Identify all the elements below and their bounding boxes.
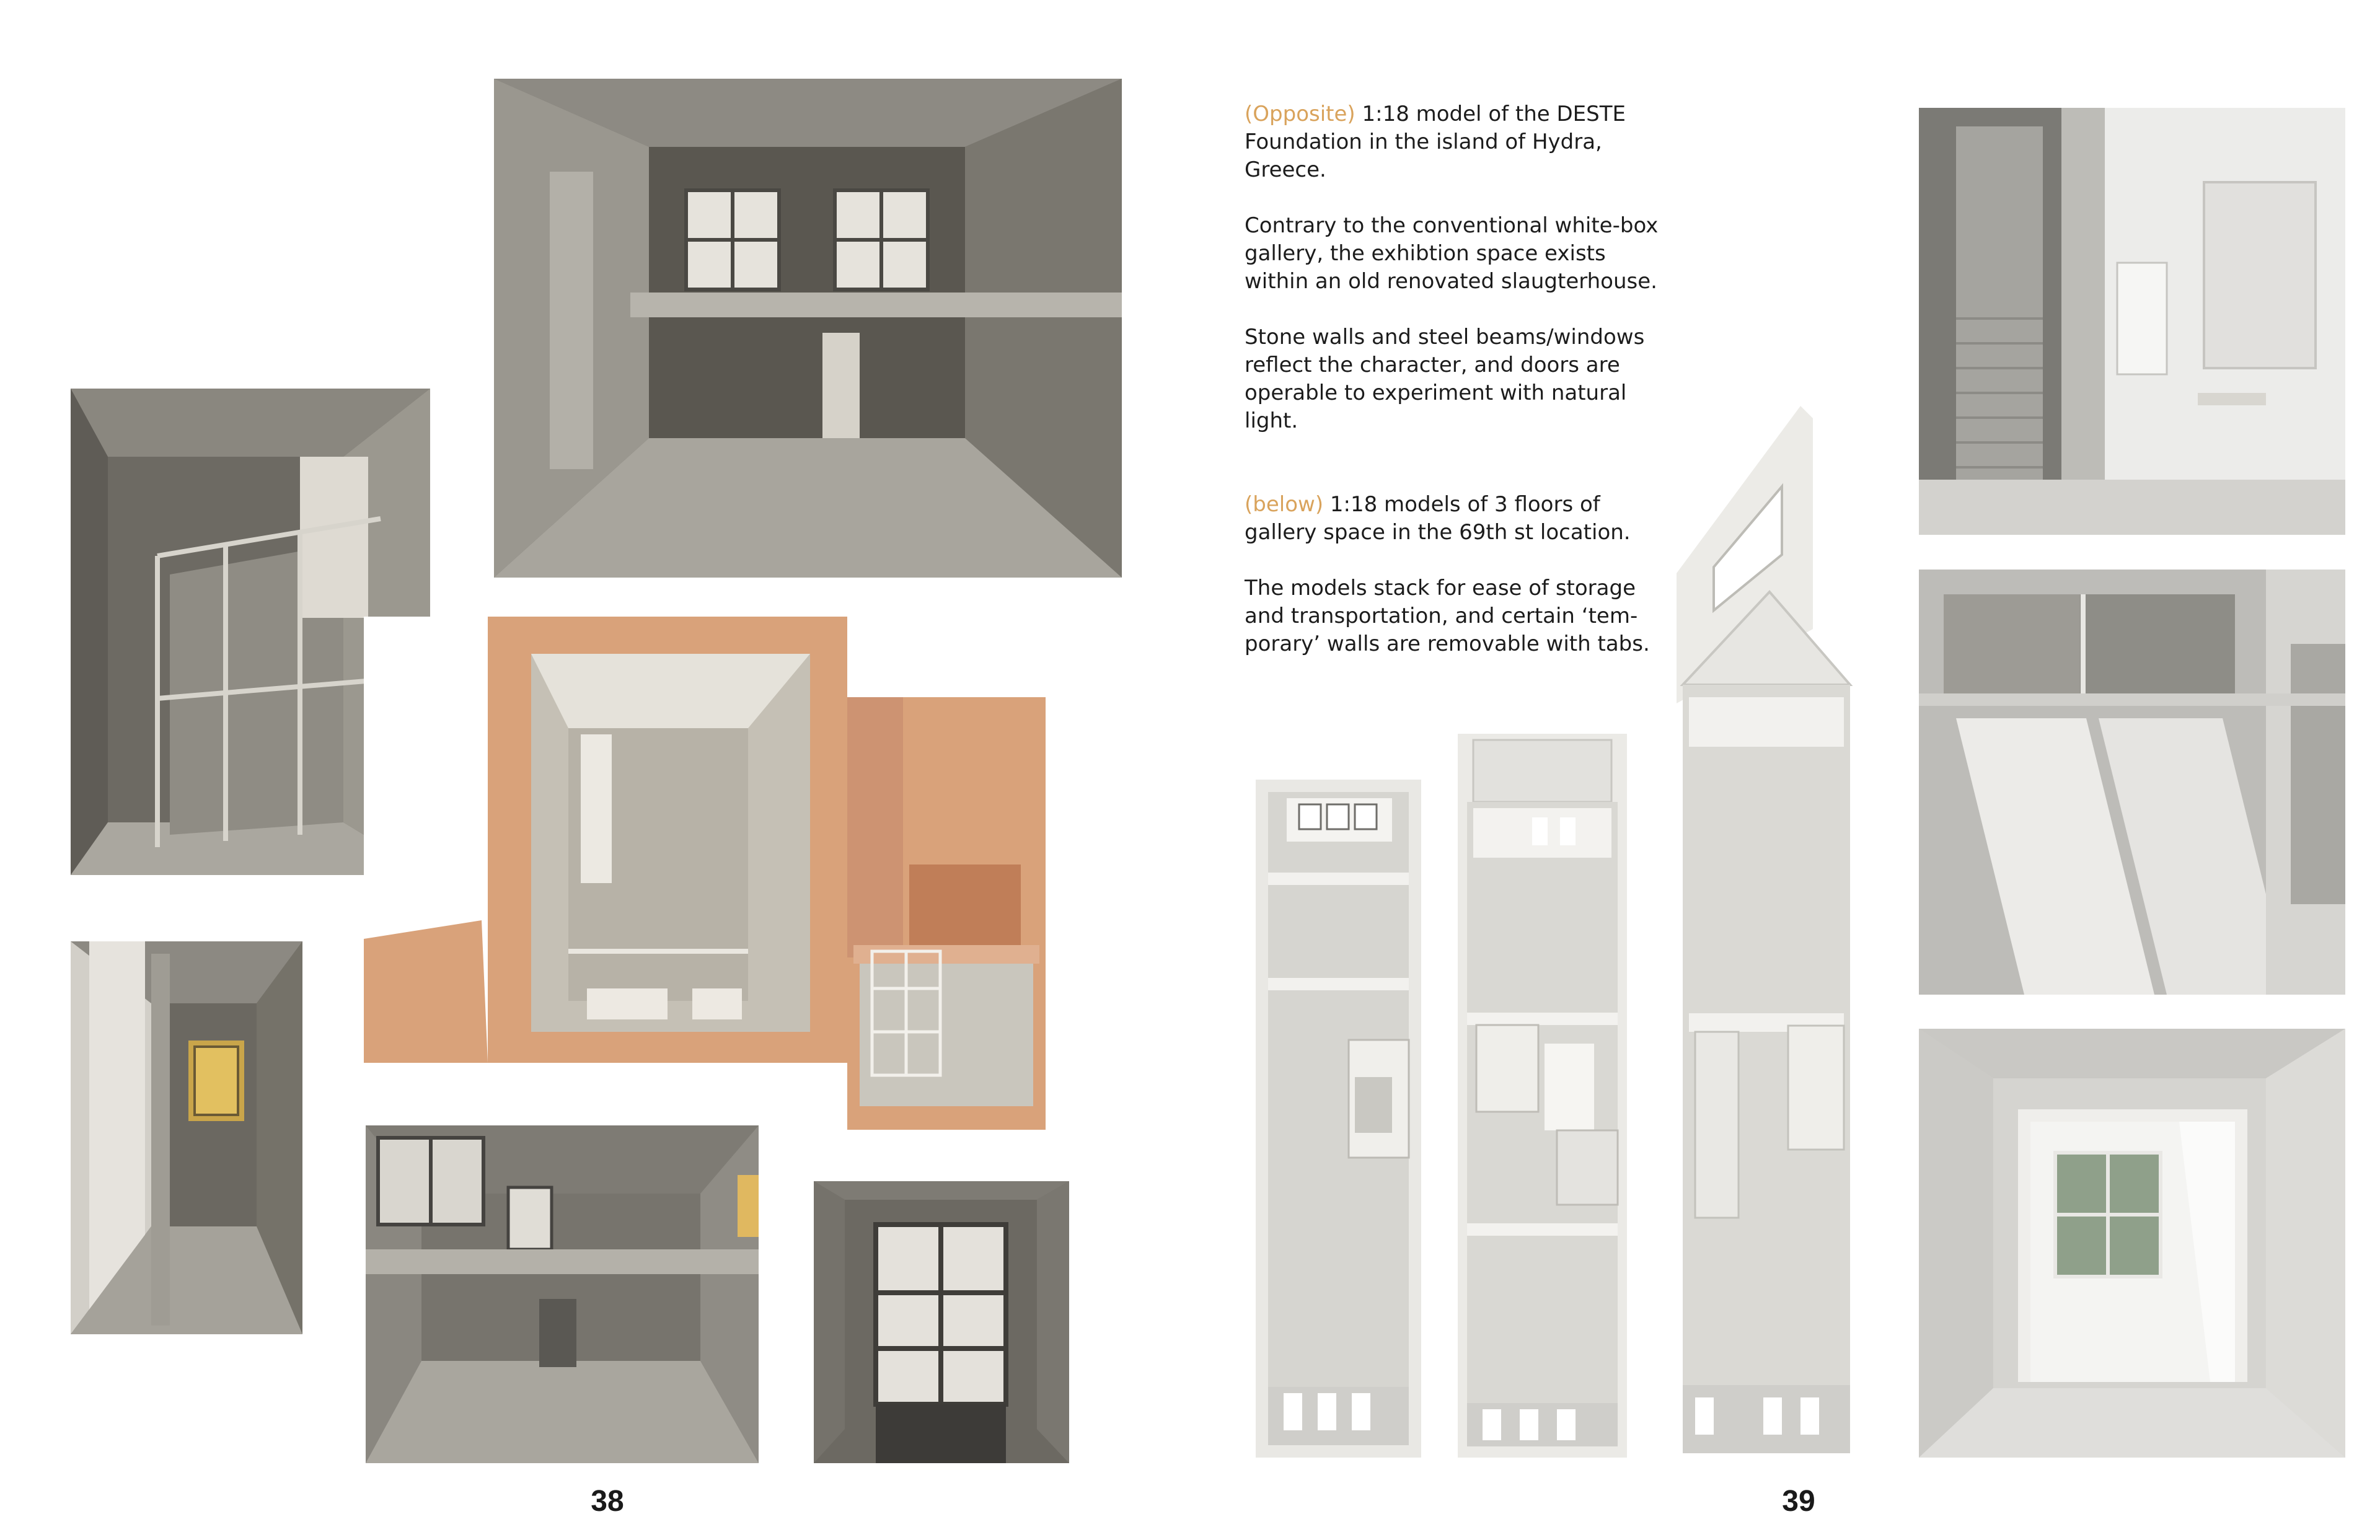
caption-paragraph-3: Stone walls and steel beams/windows reflect the character, and doors are operable to experiment with natural light. bbox=[1245, 325, 1645, 433]
caption-accent-below: (below) bbox=[1245, 492, 1324, 517]
caption-paragraph-1: (Opposite) 1:18 model of the DESTE Foundation in the island of Hydra, Greece. bbox=[1245, 102, 1626, 182]
caption-accent-opposite: (Opposite) bbox=[1245, 102, 1355, 126]
page-number-right: 39 bbox=[1782, 1485, 1815, 1518]
deste-interior-wide-photo bbox=[366, 1125, 759, 1463]
caption-block bbox=[1245, 100, 1672, 686]
deste-window-photo bbox=[814, 1181, 1069, 1463]
gallery-light-shadow-photo bbox=[1919, 570, 2345, 995]
deste-interior-mezzanine-photo bbox=[494, 79, 1122, 578]
gallery-stair-interior-photo bbox=[1919, 108, 2345, 535]
caption-paragraph-5: The models stack for ease of storage and transportation, and certain ‘tem-porary’ walls are removable with tabs. bbox=[1245, 576, 1650, 656]
deste-corridor-photo bbox=[71, 941, 302, 1334]
gallery-doorway-photo bbox=[1919, 1029, 2345, 1458]
caption-paragraph-2: Contrary to the conventional white-box gallery, the exhibtion space exists within an old renovated slaugterhouse. bbox=[1245, 213, 1659, 294]
page-number-left: 38 bbox=[591, 1485, 624, 1518]
gallery-floor-model-1 bbox=[1256, 780, 1421, 1458]
deste-section-model-photo bbox=[364, 617, 1123, 1130]
gallery-floor-model-3 bbox=[1677, 406, 1862, 1458]
caption-paragraph-4: (below) 1:18 models of 3 floors of gallery space in the 69th st location. bbox=[1245, 492, 1631, 545]
gallery-floor-model-2 bbox=[1458, 734, 1627, 1458]
